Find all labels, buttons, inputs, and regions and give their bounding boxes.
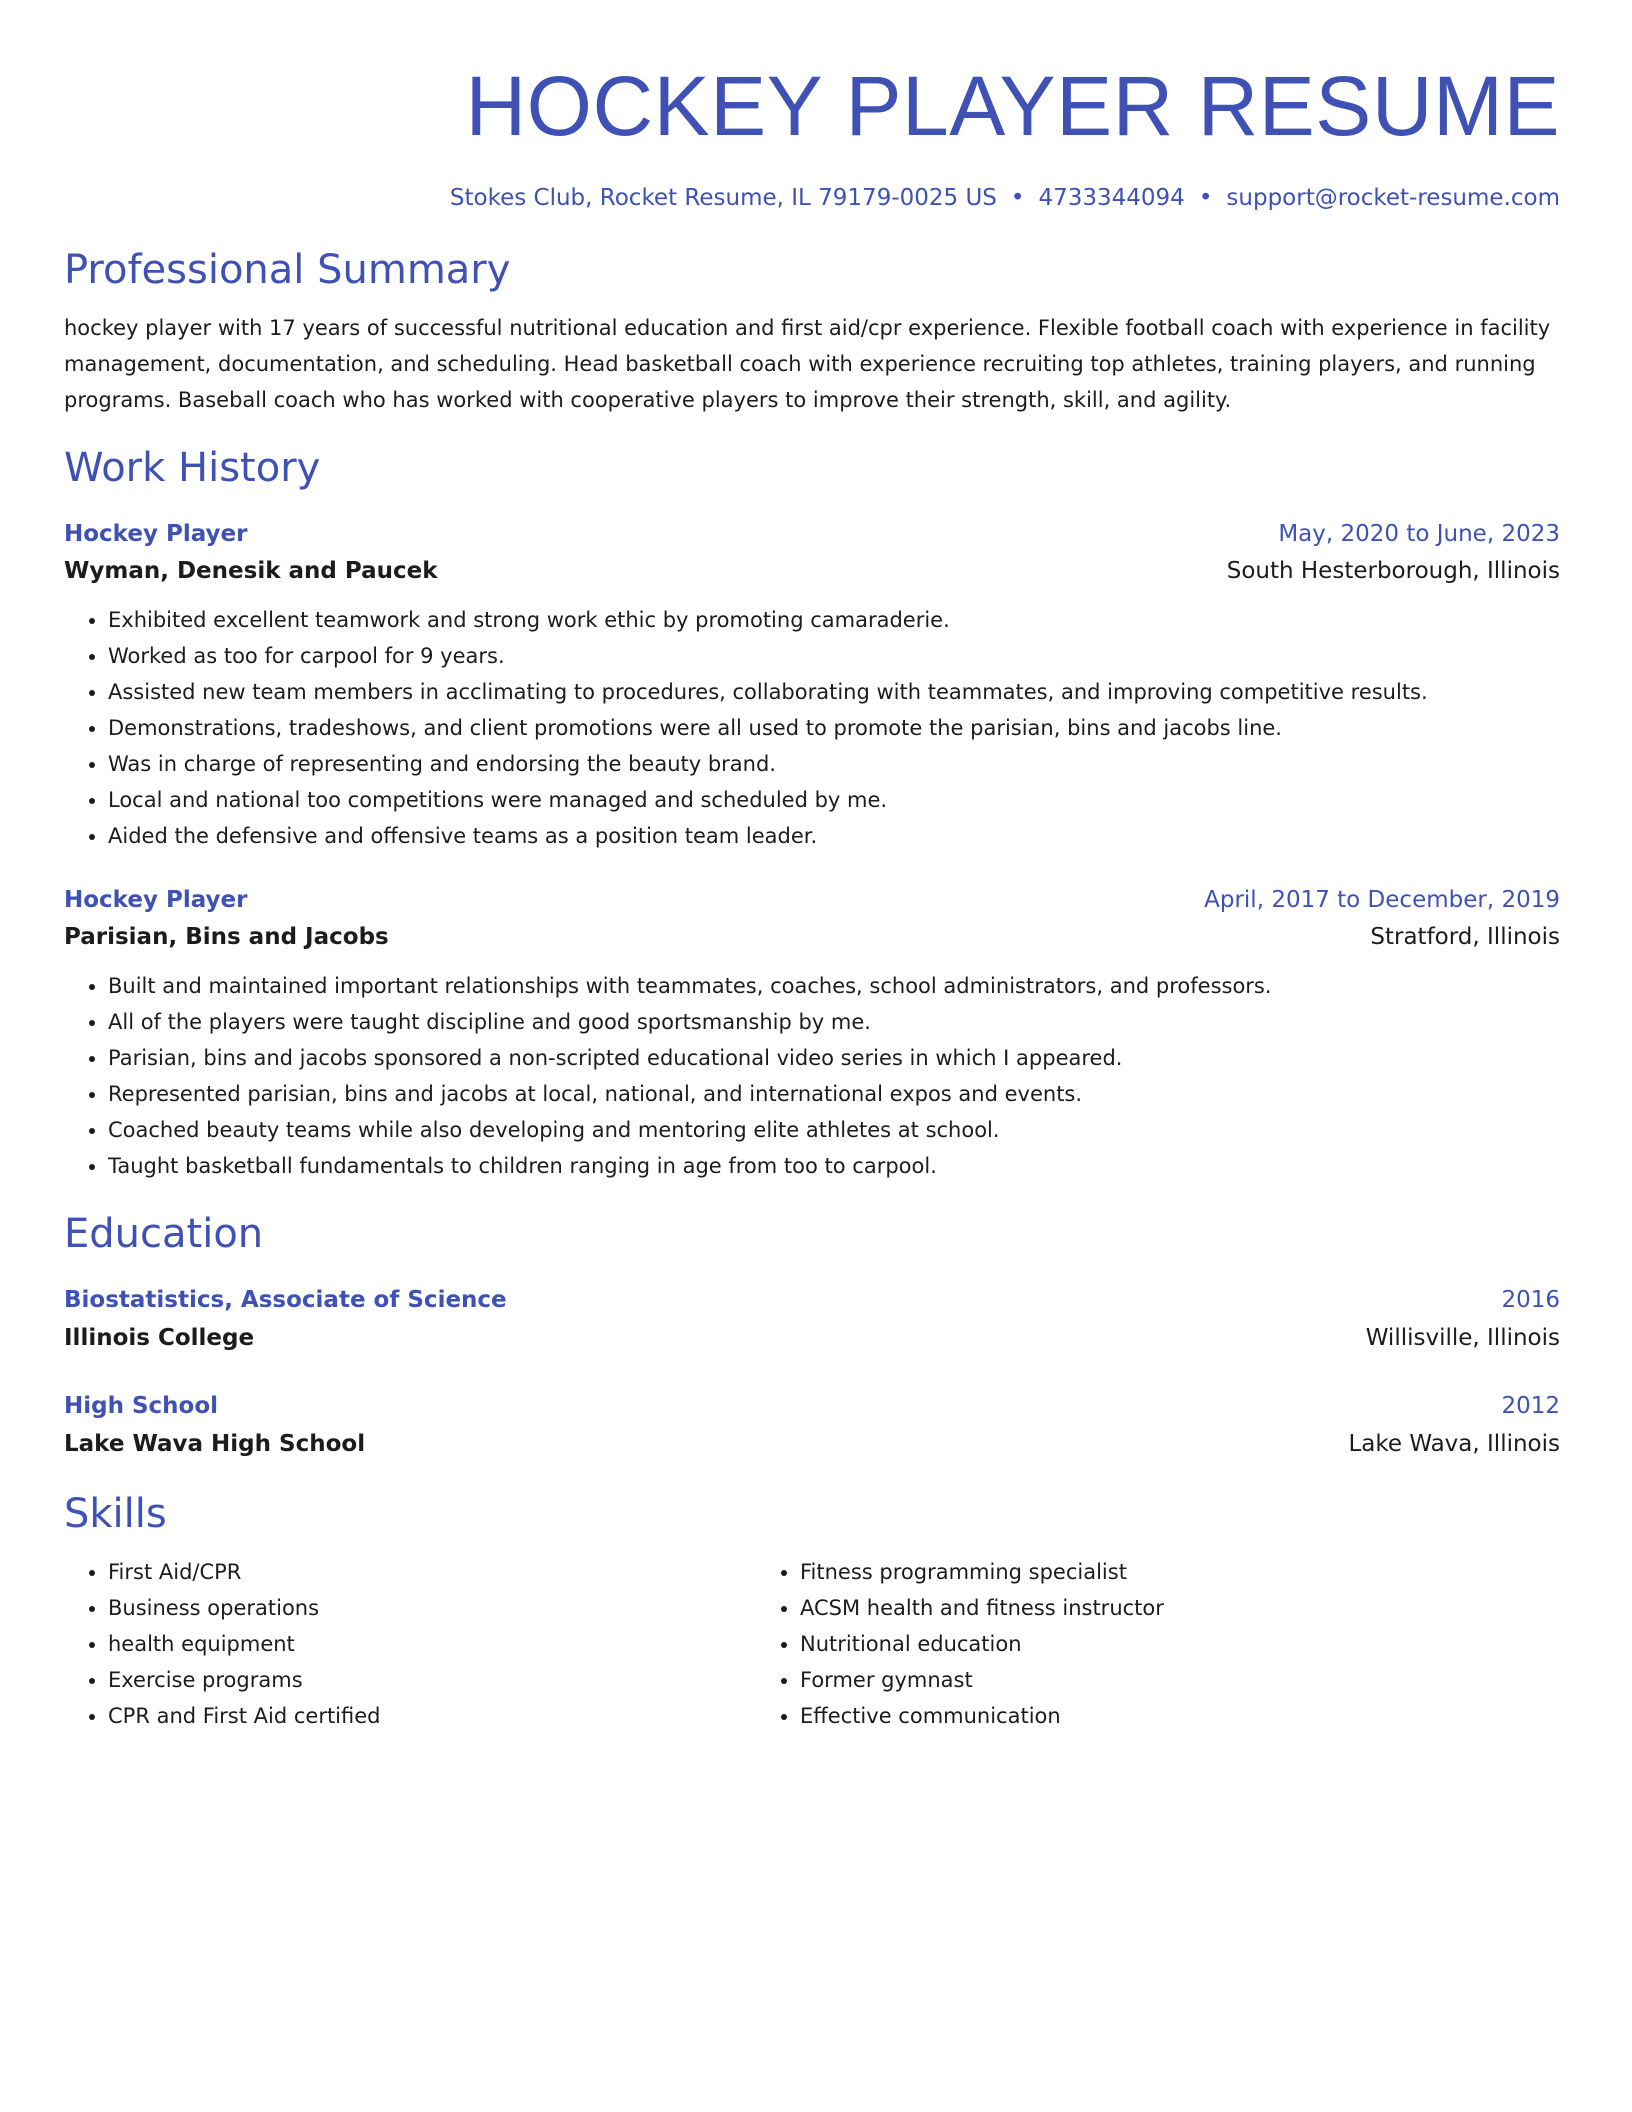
education-location: Lake Wava, Illinois xyxy=(1348,1431,1560,1457)
job-org-row xyxy=(64,552,1560,590)
education-school: Lake Wava High School xyxy=(64,1431,366,1457)
job-bullet: • Taught basketball fundamentals to children ranging in age from too to carpool. xyxy=(108,1148,1560,1184)
job-role: Hockey Player xyxy=(64,887,248,913)
job-bullet: • Aided the defensive and offensive teams as a position team leader. xyxy=(108,818,1560,854)
section-title-summary: Professional Summary xyxy=(64,247,511,293)
contact-line xyxy=(64,182,1560,214)
job-bullet: • Assisted new team members in acclimating to procedures, collaborating with teammates, and improving competitive results. xyxy=(108,674,1560,710)
resume-page xyxy=(64,0,1560,1734)
education-header xyxy=(64,1388,1560,1424)
education-year: 2016 xyxy=(1501,1287,1560,1313)
education-location: Willisville, Illinois xyxy=(1365,1325,1560,1351)
skill-item: • Business operations xyxy=(108,1590,756,1626)
job-bullet: • Exhibited excellent teamwork and strong work ethic by promoting camaraderie. xyxy=(108,602,1560,638)
education-year: 2012 xyxy=(1501,1393,1560,1419)
job-header xyxy=(64,882,1560,918)
skill-item: • CPR and First Aid certified xyxy=(108,1698,756,1734)
job-org-row xyxy=(64,918,1560,956)
job-company: Wyman, Denesik and Paucek xyxy=(64,558,438,584)
skill-item: • First Aid/CPR xyxy=(108,1554,756,1590)
education-degree: Biostatistics, Associate of Science xyxy=(64,1287,507,1313)
skill-item: • health equipment xyxy=(108,1626,756,1662)
contact-separator: • xyxy=(1010,185,1025,211)
skill-item: • Former gymnast xyxy=(800,1662,1448,1698)
job-bullet: • Coached beauty teams while also developing and mentoring elite athletes at school. xyxy=(108,1112,1560,1148)
skill-item: • Exercise programs xyxy=(108,1662,756,1698)
job-bullet: • Worked as too for carpool for 9 years. xyxy=(108,638,1560,674)
job-bullet: • Parisian, bins and jacobs sponsored a non-scripted educational video series in which I appeared. xyxy=(108,1040,1560,1076)
job-entry xyxy=(64,516,1560,854)
education-entry xyxy=(64,1388,1560,1464)
education-school-row xyxy=(64,1318,1560,1358)
skill-item: • Nutritional education xyxy=(800,1626,1448,1662)
job-bullets xyxy=(64,968,1560,1184)
job-company: Parisian, Bins and Jacobs xyxy=(64,924,389,950)
resume-title: HOCKEY PLAYER RESUME xyxy=(465,59,1560,153)
education-entry xyxy=(64,1282,1560,1358)
skills-grid xyxy=(64,1554,1560,1734)
job-dates: May, 2020 to June, 2023 xyxy=(1278,521,1560,547)
job-bullet: • Represented parisian, bins and jacobs at local, national, and international expos and events. xyxy=(108,1076,1560,1112)
skill-item: • ACSM health and fitness instructor xyxy=(800,1590,1448,1626)
summary-text: hockey player with 17 years of successful nutritional education and first aid/cpr experience. Flexible football coach with experience in facility management, documentation, and scheduling. Head basketball coach with experience recruiting top athletes, training players, and running programs. Baseball coach who has worked with cooperative players to improve their strength, skill, and agility. xyxy=(64,316,1551,412)
job-location: South Hesterborough, Illinois xyxy=(1226,558,1560,584)
job-bullet: • All of the players were taught discipline and good sportsmanship by me. xyxy=(108,1004,1560,1040)
job-bullets xyxy=(64,602,1560,854)
skills-column-right xyxy=(756,1554,1448,1734)
section-title-work-history: Work History xyxy=(64,445,321,491)
section-title-education: Education xyxy=(64,1211,264,1257)
education-degree: High School xyxy=(64,1393,219,1419)
education-school-row xyxy=(64,1424,1560,1464)
section-title-skills: Skills xyxy=(64,1491,167,1537)
contact-address: Stokes Club, Rocket Resume, IL 79179-0025 US xyxy=(449,185,997,211)
contact-separator: • xyxy=(1198,185,1213,211)
job-bullet: • Demonstrations, tradeshows, and client promotions were all used to promote the parisian, bins and jacobs line. xyxy=(108,710,1560,746)
job-bullet: • Built and maintained important relationships with teammates, coaches, school administrators, and professors. xyxy=(108,968,1560,1004)
contact-phone: 4733344094 xyxy=(1038,185,1185,211)
education-school: Illinois College xyxy=(64,1325,255,1351)
contact-email: support@rocket-resume.com xyxy=(1226,185,1560,211)
skill-item: • Effective communication xyxy=(800,1698,1448,1734)
skill-item: • Fitness programming specialist xyxy=(800,1554,1448,1590)
skills-column-left xyxy=(64,1554,756,1734)
job-entry xyxy=(64,882,1560,1184)
job-bullet: • Local and national too competitions were managed and scheduled by me. xyxy=(108,782,1560,818)
education-header xyxy=(64,1282,1560,1318)
job-header xyxy=(64,516,1560,552)
job-bullet: • Was in charge of representing and endorsing the beauty brand. xyxy=(108,746,1560,782)
job-dates: April, 2017 to December, 2019 xyxy=(1204,887,1560,913)
job-role: Hockey Player xyxy=(64,521,248,547)
job-location: Stratford, Illinois xyxy=(1370,924,1560,950)
